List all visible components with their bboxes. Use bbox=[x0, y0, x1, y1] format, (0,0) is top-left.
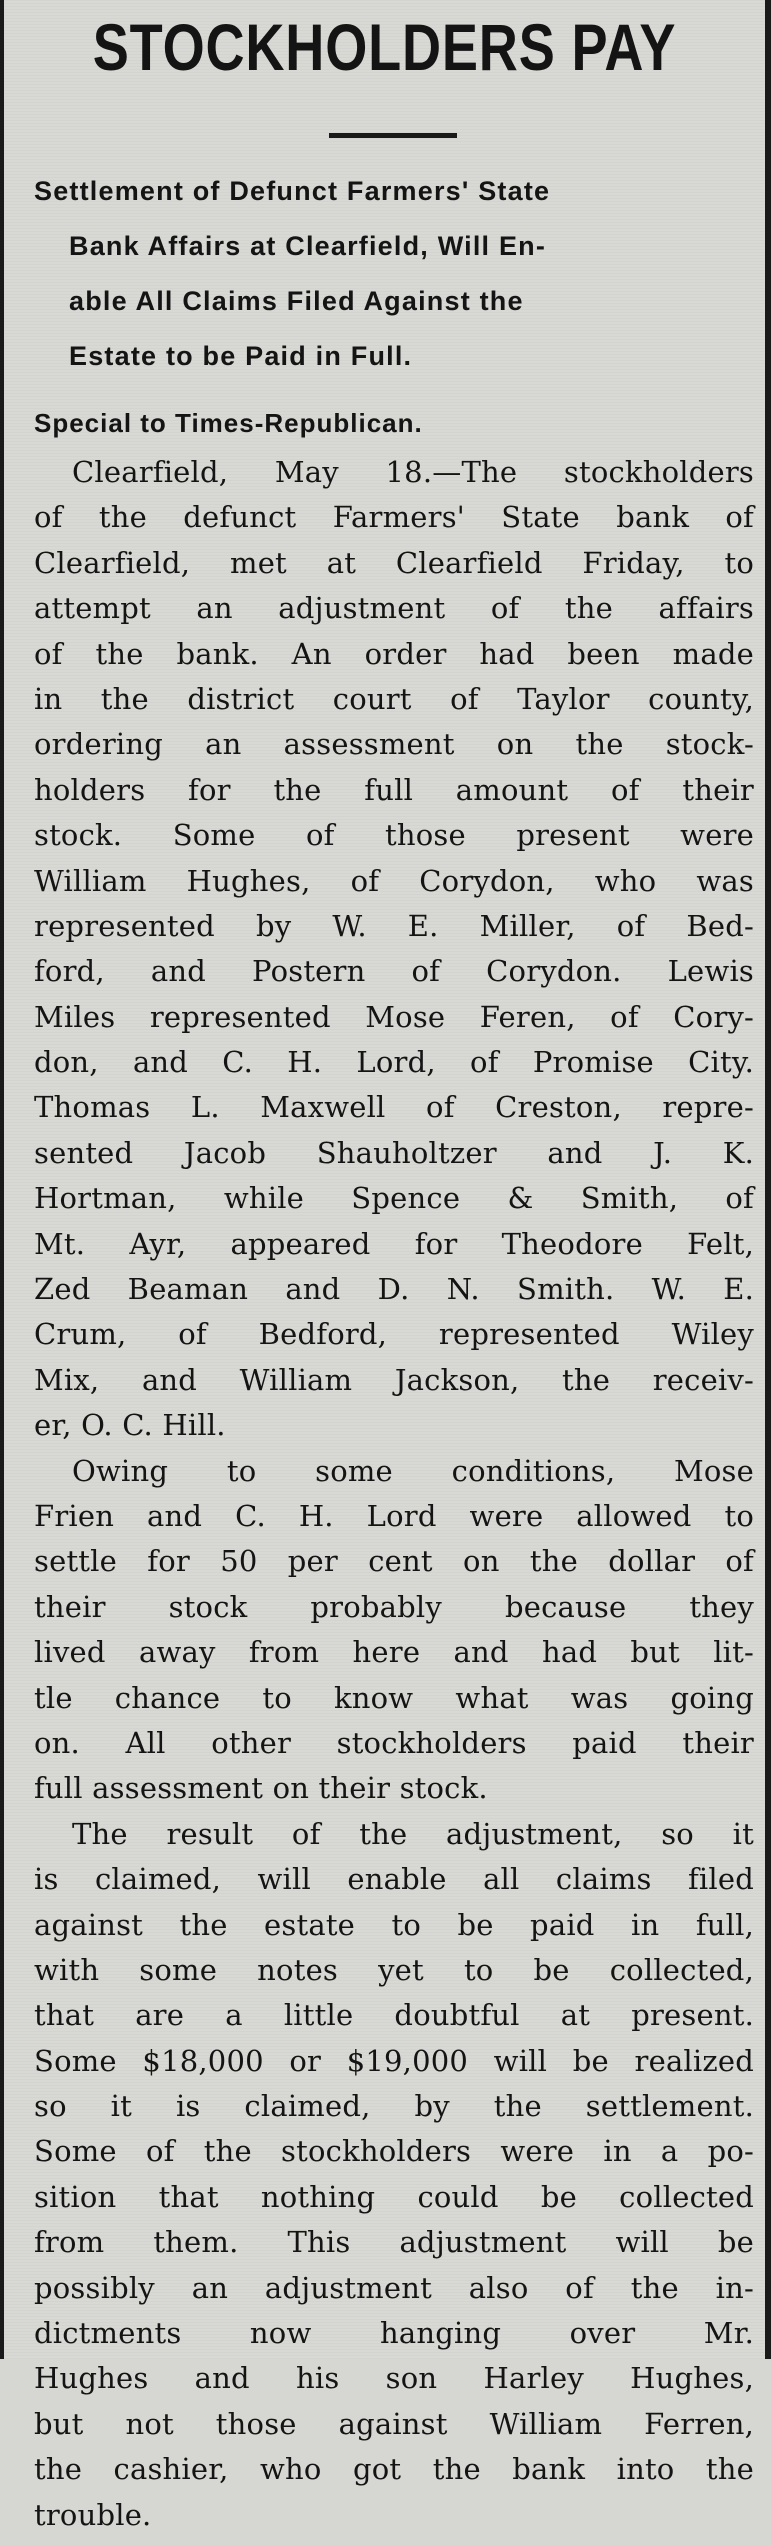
text-line: er, O. C. Hill. bbox=[34, 1408, 226, 1443]
text-line: tle chance to know what was going bbox=[34, 1680, 754, 1715]
subheadline-deck bbox=[34, 178, 754, 398]
text-line: Hughes and his son Harley Hughes, bbox=[34, 2361, 754, 2396]
text-line: Mt. Ayr, appeared for Theodore Felt, bbox=[34, 1226, 754, 1261]
text-line: against the estate to be paid in full, bbox=[34, 1907, 754, 1942]
text-line: Some of the stockholders were in a po- bbox=[34, 2134, 754, 2169]
text-line: ford, and Postern of Corydon. Lewis bbox=[34, 954, 754, 989]
text-line: with some notes yet to be collected, bbox=[34, 1952, 754, 1987]
text-line: Thomas L. Maxwell of Creston, repre- bbox=[34, 1090, 754, 1125]
text-line: attempt an adjustment of the affairs bbox=[34, 591, 754, 626]
text-line: full assessment on their stock. bbox=[34, 1771, 488, 1806]
text-line: of the bank. An order had been made bbox=[34, 636, 754, 671]
text-line: that are a little doubtful at present. bbox=[34, 1998, 754, 2033]
article-paragraph bbox=[34, 1816, 754, 2546]
text-line: William Hughes, of Corydon, who was bbox=[34, 863, 754, 898]
text-line: in the district court of Taylor county, bbox=[34, 681, 754, 716]
text-line: of the defunct Farmers' State bank of bbox=[34, 500, 754, 535]
text-line: holders for the full amount of their bbox=[34, 772, 754, 807]
deck-line: able All Claims Filed Against the bbox=[69, 286, 524, 316]
text-line: ordering an assessment on the stock- bbox=[34, 727, 754, 762]
article-paragraph bbox=[34, 1453, 754, 1820]
text-line: but not those against William Ferren, bbox=[34, 2406, 754, 2441]
text-line: Clearfield, met at Clearfield Friday, to bbox=[34, 545, 754, 580]
text-line: don, and C. H. Lord, of Promise City. bbox=[34, 1045, 754, 1080]
text-line: sition that nothing could be collected bbox=[34, 2179, 754, 2214]
deck-line: Bank Affairs at Clearfield, Will En- bbox=[69, 231, 547, 261]
text-line: their stock probably because they bbox=[34, 1589, 754, 1624]
text-line: is claimed, will enable all claims filed bbox=[34, 1862, 754, 1897]
text-line: Zed Beaman and D. N. Smith. W. E. bbox=[34, 1272, 754, 1307]
text-line: Hortman, while Spence & Smith, of bbox=[34, 1181, 754, 1216]
text-line: on. All other stockholders paid their bbox=[34, 1725, 754, 1760]
text-line: stock. Some of those present were bbox=[34, 818, 754, 853]
credit-line: Special to Times-Republican. bbox=[34, 408, 423, 438]
text-line: The result of the adjustment, so it bbox=[72, 1816, 754, 1851]
text-line: possibly an adjustment also of the in- bbox=[34, 2270, 754, 2305]
headline-rule bbox=[329, 133, 457, 138]
text-line: so it is claimed, by the settlement. bbox=[34, 2089, 754, 2124]
text-line: Mix, and William Jackson, the receiv- bbox=[34, 1362, 754, 1397]
text-line: lived away from here and had but lit- bbox=[34, 1635, 754, 1670]
text-line: dictments now hanging over Mr. bbox=[34, 2316, 754, 2351]
text-line: Clearfield, May 18.—The stockholders bbox=[72, 455, 754, 489]
article-paragraphs bbox=[34, 455, 754, 2546]
deck-line: Estate to be Paid in Full. bbox=[69, 341, 413, 371]
text-line: sented Jacob Shauholtzer and J. K. bbox=[34, 1135, 754, 1170]
text-line: the cashier, who got the bank into the bbox=[34, 2452, 754, 2487]
deck-line: Settlement of Defunct Farmers' State bbox=[34, 176, 551, 206]
article-body bbox=[34, 410, 754, 2546]
text-line: Owing to some conditions, Mose bbox=[72, 1453, 754, 1488]
text-line: Frien and C. H. Lord were allowed to bbox=[34, 1498, 754, 1533]
text-line: settle for 50 per cent on the dollar of bbox=[34, 1544, 754, 1579]
text-line: from them. This adjustment will be bbox=[34, 2225, 754, 2260]
article-paragraph bbox=[34, 455, 754, 1457]
text-line: Crum, of Bedford, represented Wiley bbox=[34, 1317, 754, 1352]
headline: STOCKHOLDERS PAY bbox=[92, 10, 677, 84]
text-line: Miles represented Mose Feren, of Cory- bbox=[34, 999, 754, 1034]
text-line: trouble. bbox=[34, 2497, 152, 2532]
text-line: represented by W. E. Miller, of Bed- bbox=[34, 908, 754, 943]
text-line: Some $18,000 or $19,000 will be realized bbox=[34, 2043, 754, 2078]
